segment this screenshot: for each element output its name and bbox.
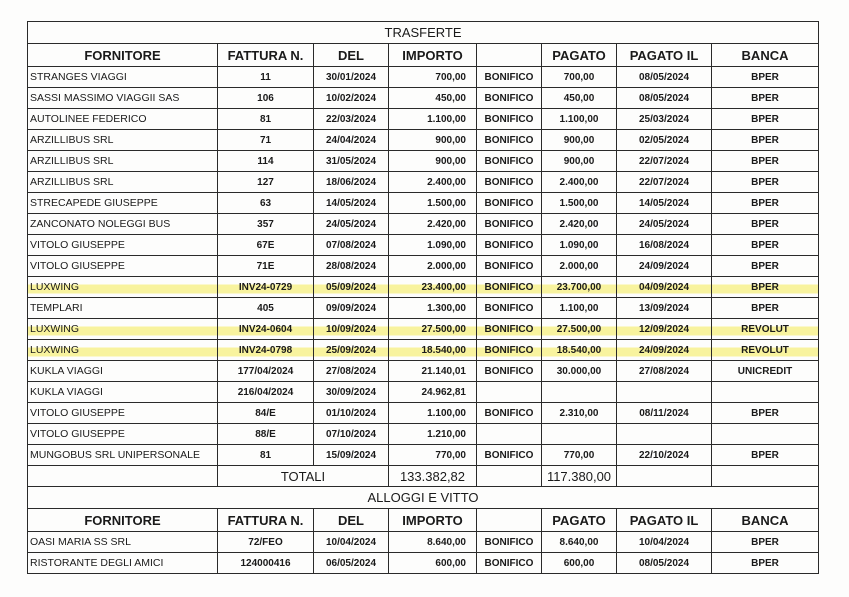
cell-fattura: INV24-0604 xyxy=(218,319,314,340)
cell-del: 06/05/2024 xyxy=(314,553,389,574)
totals-row xyxy=(28,466,819,487)
table-row xyxy=(28,445,819,466)
cell-banca: BPER xyxy=(712,532,819,553)
table-row xyxy=(28,298,819,319)
cell-banca: BPER xyxy=(712,256,819,277)
cell-pagato: 30.000,00 xyxy=(542,361,617,382)
totals-label: TOTALI xyxy=(218,466,389,487)
cell-fornitore: ARZILLIBUS SRL xyxy=(28,172,218,193)
cell-del: 18/06/2024 xyxy=(314,172,389,193)
cell-pagato: 700,00 xyxy=(542,67,617,88)
trasferte-title: TRASFERTE xyxy=(28,22,819,44)
cell-del: 24/05/2024 xyxy=(314,214,389,235)
cell-banca: BPER xyxy=(712,193,819,214)
cell-fattura: 357 xyxy=(218,214,314,235)
cell-pagato: 27.500,00 xyxy=(542,319,617,340)
column-header-fornitore: FORNITORE xyxy=(28,44,218,67)
cell-pagato: 2.420,00 xyxy=(542,214,617,235)
cell-del: 10/09/2024 xyxy=(314,319,389,340)
cell-pagato: 23.700,00 xyxy=(542,277,617,298)
cell-fattura: INV24-0729 xyxy=(218,277,314,298)
cell-fornitore: KUKLA VIAGGI xyxy=(28,361,218,382)
cell-fornitore: LUXWING xyxy=(28,340,218,361)
alloggi-vitto-title: ALLOGGI E VITTO xyxy=(28,487,819,509)
cell-fattura: 124000416 xyxy=(218,553,314,574)
cell-pagato xyxy=(542,382,617,403)
cell-banca xyxy=(712,382,819,403)
cell-modo: BONIFICO xyxy=(477,88,542,109)
column-header-pagato_il: PAGATO IL xyxy=(617,44,712,67)
cell-fornitore: TEMPLARI xyxy=(28,298,218,319)
cell-fornitore: LUXWING xyxy=(28,319,218,340)
cell-pagato-il: 24/09/2024 xyxy=(617,340,712,361)
cell-pagato-il: 14/05/2024 xyxy=(617,193,712,214)
cell-del: 07/08/2024 xyxy=(314,235,389,256)
alloggi-vitto-header-row xyxy=(28,509,819,532)
cell-del: 27/08/2024 xyxy=(314,361,389,382)
cell-importo: 770,00 xyxy=(389,445,477,466)
cell-pagato: 450,00 xyxy=(542,88,617,109)
expense-table xyxy=(27,21,819,574)
table-row xyxy=(28,340,819,361)
cell-pagato-il: 08/11/2024 xyxy=(617,403,712,424)
cell-pagato: 1.090,00 xyxy=(542,235,617,256)
cell-modo: BONIFICO xyxy=(477,445,542,466)
cell-fattura: 81 xyxy=(218,109,314,130)
table-row xyxy=(28,553,819,574)
cell-modo xyxy=(477,382,542,403)
cell-pagato-il: 13/09/2024 xyxy=(617,298,712,319)
cell-banca xyxy=(712,424,819,445)
cell-modo: BONIFICO xyxy=(477,553,542,574)
cell-pagato-il: 27/08/2024 xyxy=(617,361,712,382)
cell-fornitore: AUTOLINEE FEDERICO xyxy=(28,109,218,130)
cell-pagato-il: 10/04/2024 xyxy=(617,532,712,553)
trasferte-header-row xyxy=(28,44,819,67)
table-row xyxy=(28,382,819,403)
cell-modo: BONIFICO xyxy=(477,532,542,553)
cell-banca: BPER xyxy=(712,130,819,151)
cell-pagato: 18.540,00 xyxy=(542,340,617,361)
cell-importo: 2.000,00 xyxy=(389,256,477,277)
cell-pagato: 900,00 xyxy=(542,151,617,172)
cell-importo: 1.100,00 xyxy=(389,109,477,130)
cell-importo: 27.500,00 xyxy=(389,319,477,340)
cell-pagato-il xyxy=(617,382,712,403)
cell-importo: 450,00 xyxy=(389,88,477,109)
cell-banca: BPER xyxy=(712,235,819,256)
totals-empty-cell xyxy=(28,466,218,487)
table-row xyxy=(28,109,819,130)
table-row xyxy=(28,88,819,109)
column-header-importo: IMPORTO xyxy=(389,509,477,532)
cell-importo: 21.140,01 xyxy=(389,361,477,382)
cell-importo: 900,00 xyxy=(389,130,477,151)
cell-pagato: 2.310,00 xyxy=(542,403,617,424)
column-header-fattura: FATTURA N. xyxy=(218,44,314,67)
cell-modo: BONIFICO xyxy=(477,277,542,298)
cell-pagato xyxy=(542,424,617,445)
cell-fornitore: LUXWING xyxy=(28,277,218,298)
column-header-fornitore: FORNITORE xyxy=(28,509,218,532)
cell-pagato-il: 24/05/2024 xyxy=(617,214,712,235)
cell-banca: BPER xyxy=(712,553,819,574)
cell-del: 05/09/2024 xyxy=(314,277,389,298)
cell-fattura: 63 xyxy=(218,193,314,214)
cell-pagato-il: 25/03/2024 xyxy=(617,109,712,130)
cell-banca: UNICREDIT xyxy=(712,361,819,382)
cell-del: 30/09/2024 xyxy=(314,382,389,403)
cell-del: 07/10/2024 xyxy=(314,424,389,445)
table-row xyxy=(28,235,819,256)
cell-modo: BONIFICO xyxy=(477,340,542,361)
cell-pagato: 1.500,00 xyxy=(542,193,617,214)
cell-pagato-il: 08/05/2024 xyxy=(617,88,712,109)
cell-banca: BPER xyxy=(712,298,819,319)
table-row xyxy=(28,532,819,553)
totals-importo: 133.382,82 xyxy=(389,466,477,487)
cell-fornitore: VITOLO GIUSEPPE xyxy=(28,235,218,256)
column-header-banca: BANCA xyxy=(712,44,819,67)
cell-fornitore: ZANCONATO NOLEGGI BUS xyxy=(28,214,218,235)
cell-banca: BPER xyxy=(712,88,819,109)
column-header-modo xyxy=(477,44,542,67)
column-header-importo: IMPORTO xyxy=(389,44,477,67)
cell-pagato-il: 08/05/2024 xyxy=(617,67,712,88)
cell-pagato: 1.100,00 xyxy=(542,109,617,130)
cell-del: 15/09/2024 xyxy=(314,445,389,466)
cell-banca: BPER xyxy=(712,109,819,130)
cell-del: 25/09/2024 xyxy=(314,340,389,361)
cell-fornitore: SASSI MASSIMO VIAGGII SAS xyxy=(28,88,218,109)
cell-importo: 8.640,00 xyxy=(389,532,477,553)
cell-pagato-il: 22/07/2024 xyxy=(617,151,712,172)
cell-modo: BONIFICO xyxy=(477,151,542,172)
column-header-fattura: FATTURA N. xyxy=(218,509,314,532)
column-header-pagato_il: PAGATO IL xyxy=(617,509,712,532)
cell-fornitore: STRANGES VIAGGI xyxy=(28,67,218,88)
cell-importo: 600,00 xyxy=(389,553,477,574)
cell-fattura: 11 xyxy=(218,67,314,88)
cell-del: 24/04/2024 xyxy=(314,130,389,151)
table-row xyxy=(28,319,819,340)
cell-del: 31/05/2024 xyxy=(314,151,389,172)
expense-sheet xyxy=(27,21,818,574)
cell-banca: BPER xyxy=(712,277,819,298)
totals-pagato: 117.380,00 xyxy=(542,466,617,487)
cell-fattura: 71E xyxy=(218,256,314,277)
cell-pagato: 1.100,00 xyxy=(542,298,617,319)
cell-fornitore: VITOLO GIUSEPPE xyxy=(28,256,218,277)
cell-pagato-il: 24/09/2024 xyxy=(617,256,712,277)
cell-pagato: 2.000,00 xyxy=(542,256,617,277)
cell-modo: BONIFICO xyxy=(477,193,542,214)
cell-banca: BPER xyxy=(712,151,819,172)
cell-pagato-il: 02/05/2024 xyxy=(617,130,712,151)
cell-fattura: 84/E xyxy=(218,403,314,424)
cell-importo: 18.540,00 xyxy=(389,340,477,361)
cell-banca: BPER xyxy=(712,445,819,466)
cell-modo: BONIFICO xyxy=(477,319,542,340)
cell-fattura: 177/04/2024 xyxy=(218,361,314,382)
cell-modo: BONIFICO xyxy=(477,172,542,193)
cell-banca: BPER xyxy=(712,172,819,193)
cell-importo: 700,00 xyxy=(389,67,477,88)
cell-fattura: 127 xyxy=(218,172,314,193)
cell-banca: BPER xyxy=(712,214,819,235)
cell-del: 10/02/2024 xyxy=(314,88,389,109)
cell-fornitore: STRECAPEDE GIUSEPPE xyxy=(28,193,218,214)
cell-fattura: 114 xyxy=(218,151,314,172)
cell-importo: 1.210,00 xyxy=(389,424,477,445)
table-row xyxy=(28,151,819,172)
cell-fornitore: ARZILLIBUS SRL xyxy=(28,130,218,151)
cell-modo: BONIFICO xyxy=(477,109,542,130)
cell-fattura: 81 xyxy=(218,445,314,466)
table-row xyxy=(28,424,819,445)
cell-fattura: 71 xyxy=(218,130,314,151)
column-header-banca: BANCA xyxy=(712,509,819,532)
cell-pagato-il xyxy=(617,424,712,445)
totals-empty-cell xyxy=(712,466,819,487)
column-header-pagato: PAGATO xyxy=(542,44,617,67)
alloggi-vitto-title-row xyxy=(28,487,819,509)
cell-pagato-il: 12/09/2024 xyxy=(617,319,712,340)
cell-fornitore: MUNGOBUS SRL UNIPERSONALE xyxy=(28,445,218,466)
table-row xyxy=(28,214,819,235)
cell-fornitore: ARZILLIBUS SRL xyxy=(28,151,218,172)
cell-modo: BONIFICO xyxy=(477,130,542,151)
trasferte-title-row xyxy=(28,22,819,44)
cell-modo xyxy=(477,424,542,445)
table-row xyxy=(28,67,819,88)
cell-banca: BPER xyxy=(712,67,819,88)
cell-pagato-il: 22/10/2024 xyxy=(617,445,712,466)
table-row xyxy=(28,361,819,382)
cell-modo: BONIFICO xyxy=(477,235,542,256)
cell-banca: REVOLUT xyxy=(712,340,819,361)
cell-modo: BONIFICO xyxy=(477,67,542,88)
cell-modo: BONIFICO xyxy=(477,361,542,382)
cell-importo: 24.962,81 xyxy=(389,382,477,403)
totals-empty-cell xyxy=(477,466,542,487)
cell-pagato: 770,00 xyxy=(542,445,617,466)
cell-pagato: 2.400,00 xyxy=(542,172,617,193)
cell-del: 01/10/2024 xyxy=(314,403,389,424)
table-row xyxy=(28,193,819,214)
cell-fattura: 67E xyxy=(218,235,314,256)
table-row xyxy=(28,130,819,151)
cell-del: 30/01/2024 xyxy=(314,67,389,88)
cell-fattura: 88/E xyxy=(218,424,314,445)
cell-modo: BONIFICO xyxy=(477,403,542,424)
cell-fattura: INV24-0798 xyxy=(218,340,314,361)
cell-fattura: 106 xyxy=(218,88,314,109)
cell-fornitore: OASI MARIA SS SRL xyxy=(28,532,218,553)
column-header-modo xyxy=(477,509,542,532)
table-row xyxy=(28,172,819,193)
cell-modo: BONIFICO xyxy=(477,256,542,277)
cell-pagato-il: 04/09/2024 xyxy=(617,277,712,298)
cell-importo: 2.420,00 xyxy=(389,214,477,235)
cell-pagato-il: 22/07/2024 xyxy=(617,172,712,193)
cell-del: 09/09/2024 xyxy=(314,298,389,319)
cell-del: 10/04/2024 xyxy=(314,532,389,553)
cell-del: 14/05/2024 xyxy=(314,193,389,214)
cell-modo: BONIFICO xyxy=(477,214,542,235)
totals-empty-cell xyxy=(617,466,712,487)
cell-fattura: 72/FEO xyxy=(218,532,314,553)
cell-importo: 1.100,00 xyxy=(389,403,477,424)
column-header-pagato: PAGATO xyxy=(542,509,617,532)
cell-importo: 23.400,00 xyxy=(389,277,477,298)
cell-fornitore: RISTORANTE DEGLI AMICI xyxy=(28,553,218,574)
cell-fattura: 405 xyxy=(218,298,314,319)
cell-banca: REVOLUT xyxy=(712,319,819,340)
cell-fattura: 216/04/2024 xyxy=(218,382,314,403)
cell-pagato: 900,00 xyxy=(542,130,617,151)
cell-importo: 1.300,00 xyxy=(389,298,477,319)
cell-banca: BPER xyxy=(712,403,819,424)
cell-pagato: 8.640,00 xyxy=(542,532,617,553)
cell-importo: 900,00 xyxy=(389,151,477,172)
cell-pagato: 600,00 xyxy=(542,553,617,574)
cell-fornitore: VITOLO GIUSEPPE xyxy=(28,424,218,445)
table-row xyxy=(28,277,819,298)
cell-pagato-il: 16/08/2024 xyxy=(617,235,712,256)
cell-fornitore: VITOLO GIUSEPPE xyxy=(28,403,218,424)
cell-pagato-il: 08/05/2024 xyxy=(617,553,712,574)
table-row xyxy=(28,403,819,424)
cell-importo: 1.090,00 xyxy=(389,235,477,256)
column-header-del: DEL xyxy=(314,509,389,532)
cell-importo: 1.500,00 xyxy=(389,193,477,214)
column-header-del: DEL xyxy=(314,44,389,67)
cell-modo: BONIFICO xyxy=(477,298,542,319)
cell-del: 22/03/2024 xyxy=(314,109,389,130)
cell-importo: 2.400,00 xyxy=(389,172,477,193)
table-row xyxy=(28,256,819,277)
cell-del: 28/08/2024 xyxy=(314,256,389,277)
cell-fornitore: KUKLA VIAGGI xyxy=(28,382,218,403)
